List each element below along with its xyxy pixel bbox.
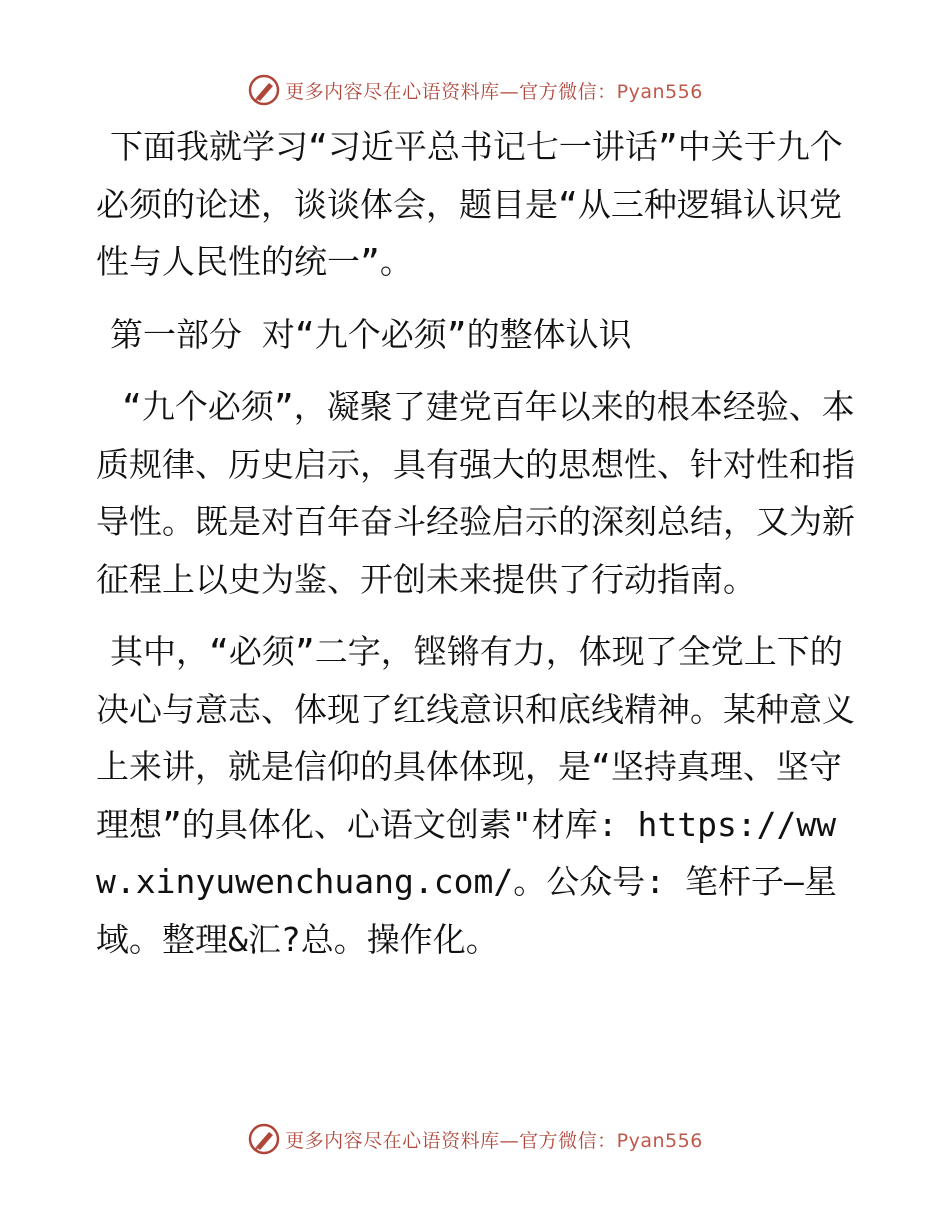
- header-banner-handle: Pyan556: [616, 80, 703, 103]
- body-paragraph-1: “九个必须”，凝聚了建党百年以来的根本经验、本质规律、历史启示，具有强大的思想性、针对性和指导性。既是对百年奋斗经验启示的深刻总结，又为新征程上以史为鉴、开创未来提供了行动指南。: [96, 387, 855, 599]
- pen-logo-icon: [247, 73, 281, 107]
- body-paragraph-2: 其中，“必须”二字，铿锵有力，体现了全党上下的决心与意志、体现了红线意识和底线精神。某种意义上来讲，就是信仰的具体体现，是“坚持真理、坚守理想”的具体化、心语文创素"材库: https://www.xinyuwenchuang.com/。公众号: 笔杆子—星域。整理&汇?总。操作化。: [96, 632, 855, 959]
- section-heading: 第一部分 对“九个必须”的整体认识: [110, 314, 632, 354]
- header-banner-label: 更多内容尽在心语资料库—官方微信：: [285, 80, 617, 103]
- header-banner-text: [285, 77, 703, 104]
- footer-banner-label: 更多内容尽在心语资料库—官方微信：: [285, 1129, 617, 1152]
- header-watermark-banner: [0, 73, 950, 107]
- document-body: [96, 118, 856, 983]
- footer-banner-handle: Pyan556: [616, 1129, 703, 1152]
- intro-paragraph: 下面我就学习“习近平总书记七一讲话”中关于九个必须的论述，谈谈体会，题目是“从三种逻辑认识党性与人民性的统一”。: [96, 127, 843, 281]
- footer-watermark-banner: [0, 1122, 950, 1156]
- footer-banner-text: [285, 1126, 703, 1153]
- pen-logo-icon: [247, 1122, 281, 1156]
